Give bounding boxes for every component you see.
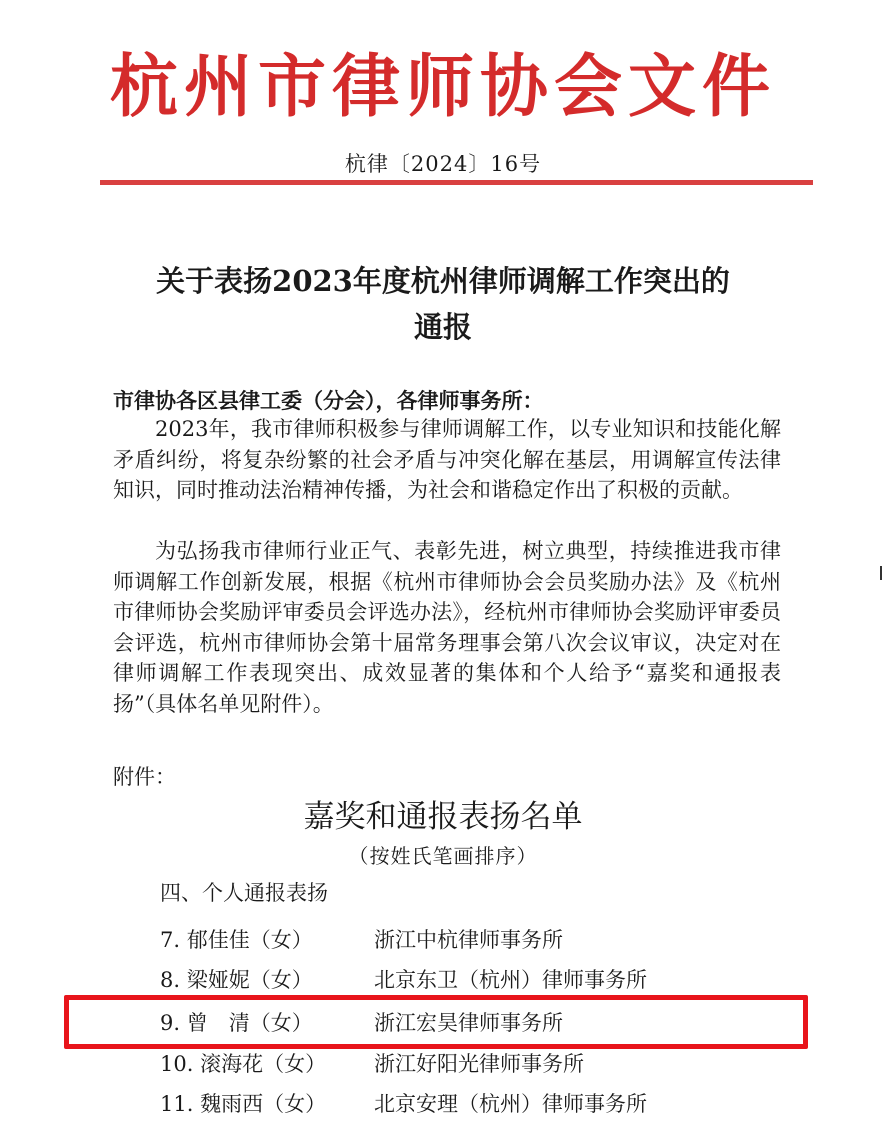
entry-number-name — [160, 1086, 374, 1122]
entry-firm: 浙江好阳光律师事务所 — [374, 1052, 584, 1076]
list-item — [160, 922, 780, 958]
entry-number-name — [160, 1046, 374, 1082]
entry-name: 魏雨西（女） — [200, 1092, 327, 1116]
list-subtitle: （按姓氏笔画排序） — [348, 844, 538, 868]
notice-title-line1: 关于表扬2023年度杭州律师调解工作突出的 — [156, 264, 730, 298]
body-paragraph-2: 为弘扬我市律师行业正气、表彰先进，树立典型，持续推进我市律师调解工作创新发展，根据《杭州市律师协会会员奖励办法》及《杭州市律师协会奖励评审委员会评选办法》，经杭州市律师协会奖励评审委员会评选，杭州市律师协会第十届常务理事会第八次会议审议，决定对在律师调解工作表现突出、成效显著的集体和个人给予“嘉奖和通报表扬”（具体名单见附件）。 — [113, 539, 781, 716]
list-item — [160, 1046, 780, 1082]
body-paragraph-1: 2023年，我市律师积极参与律师调解工作，以专业知识和技能化解矛盾纠纷，将复杂纷繁的社会矛盾与冲突化解在基层，用调解宣传法律知识，同时推动法治精神传播，为社会和谐稳定作出了积极的贡献。 — [113, 417, 781, 502]
red-divider-line — [100, 180, 813, 185]
salutation: 市律协各区县律工委（分会），各律师事务所： — [113, 389, 544, 413]
entry-number-name — [160, 922, 374, 958]
entry-name: 郁佳佳（女） — [186, 928, 313, 952]
notice-title-line2: 通报 — [413, 310, 472, 344]
document-number: 杭律〔2024〕16号 — [344, 152, 542, 176]
entry-name: 曾 清（女） — [186, 1011, 313, 1035]
entry-number: 11. — [160, 1092, 194, 1116]
masthead-title: 杭州市律师协会文件 — [109, 47, 776, 127]
entry-number: 9. — [160, 1011, 181, 1035]
entry-firm: 北京东卫（杭州）律师事务所 — [374, 968, 647, 992]
list-item — [160, 962, 780, 998]
section-title: 四、个人通报表扬 — [160, 881, 328, 905]
notice-title — [60, 258, 826, 350]
list-title: 嘉奖和通报表扬名单 — [303, 799, 583, 835]
attachment-label: 附件： — [113, 765, 176, 789]
entry-number: 7. — [160, 928, 181, 952]
entry-number: 8. — [160, 968, 181, 992]
list-item — [160, 1086, 780, 1122]
scan-edge-mark — [880, 566, 882, 580]
entry-number-name — [160, 962, 374, 998]
highlight-box — [64, 995, 808, 1049]
entry-number: 10. — [160, 1052, 194, 1076]
entry-firm: 北京安理（杭州）律师事务所 — [374, 1092, 647, 1116]
entry-firm: 浙江宏昊律师事务所 — [374, 1011, 563, 1035]
entry-name: 滚海花（女） — [200, 1052, 327, 1076]
entry-firm: 浙江中杭律师事务所 — [374, 928, 563, 952]
entry-name: 梁娅妮（女） — [186, 968, 313, 992]
